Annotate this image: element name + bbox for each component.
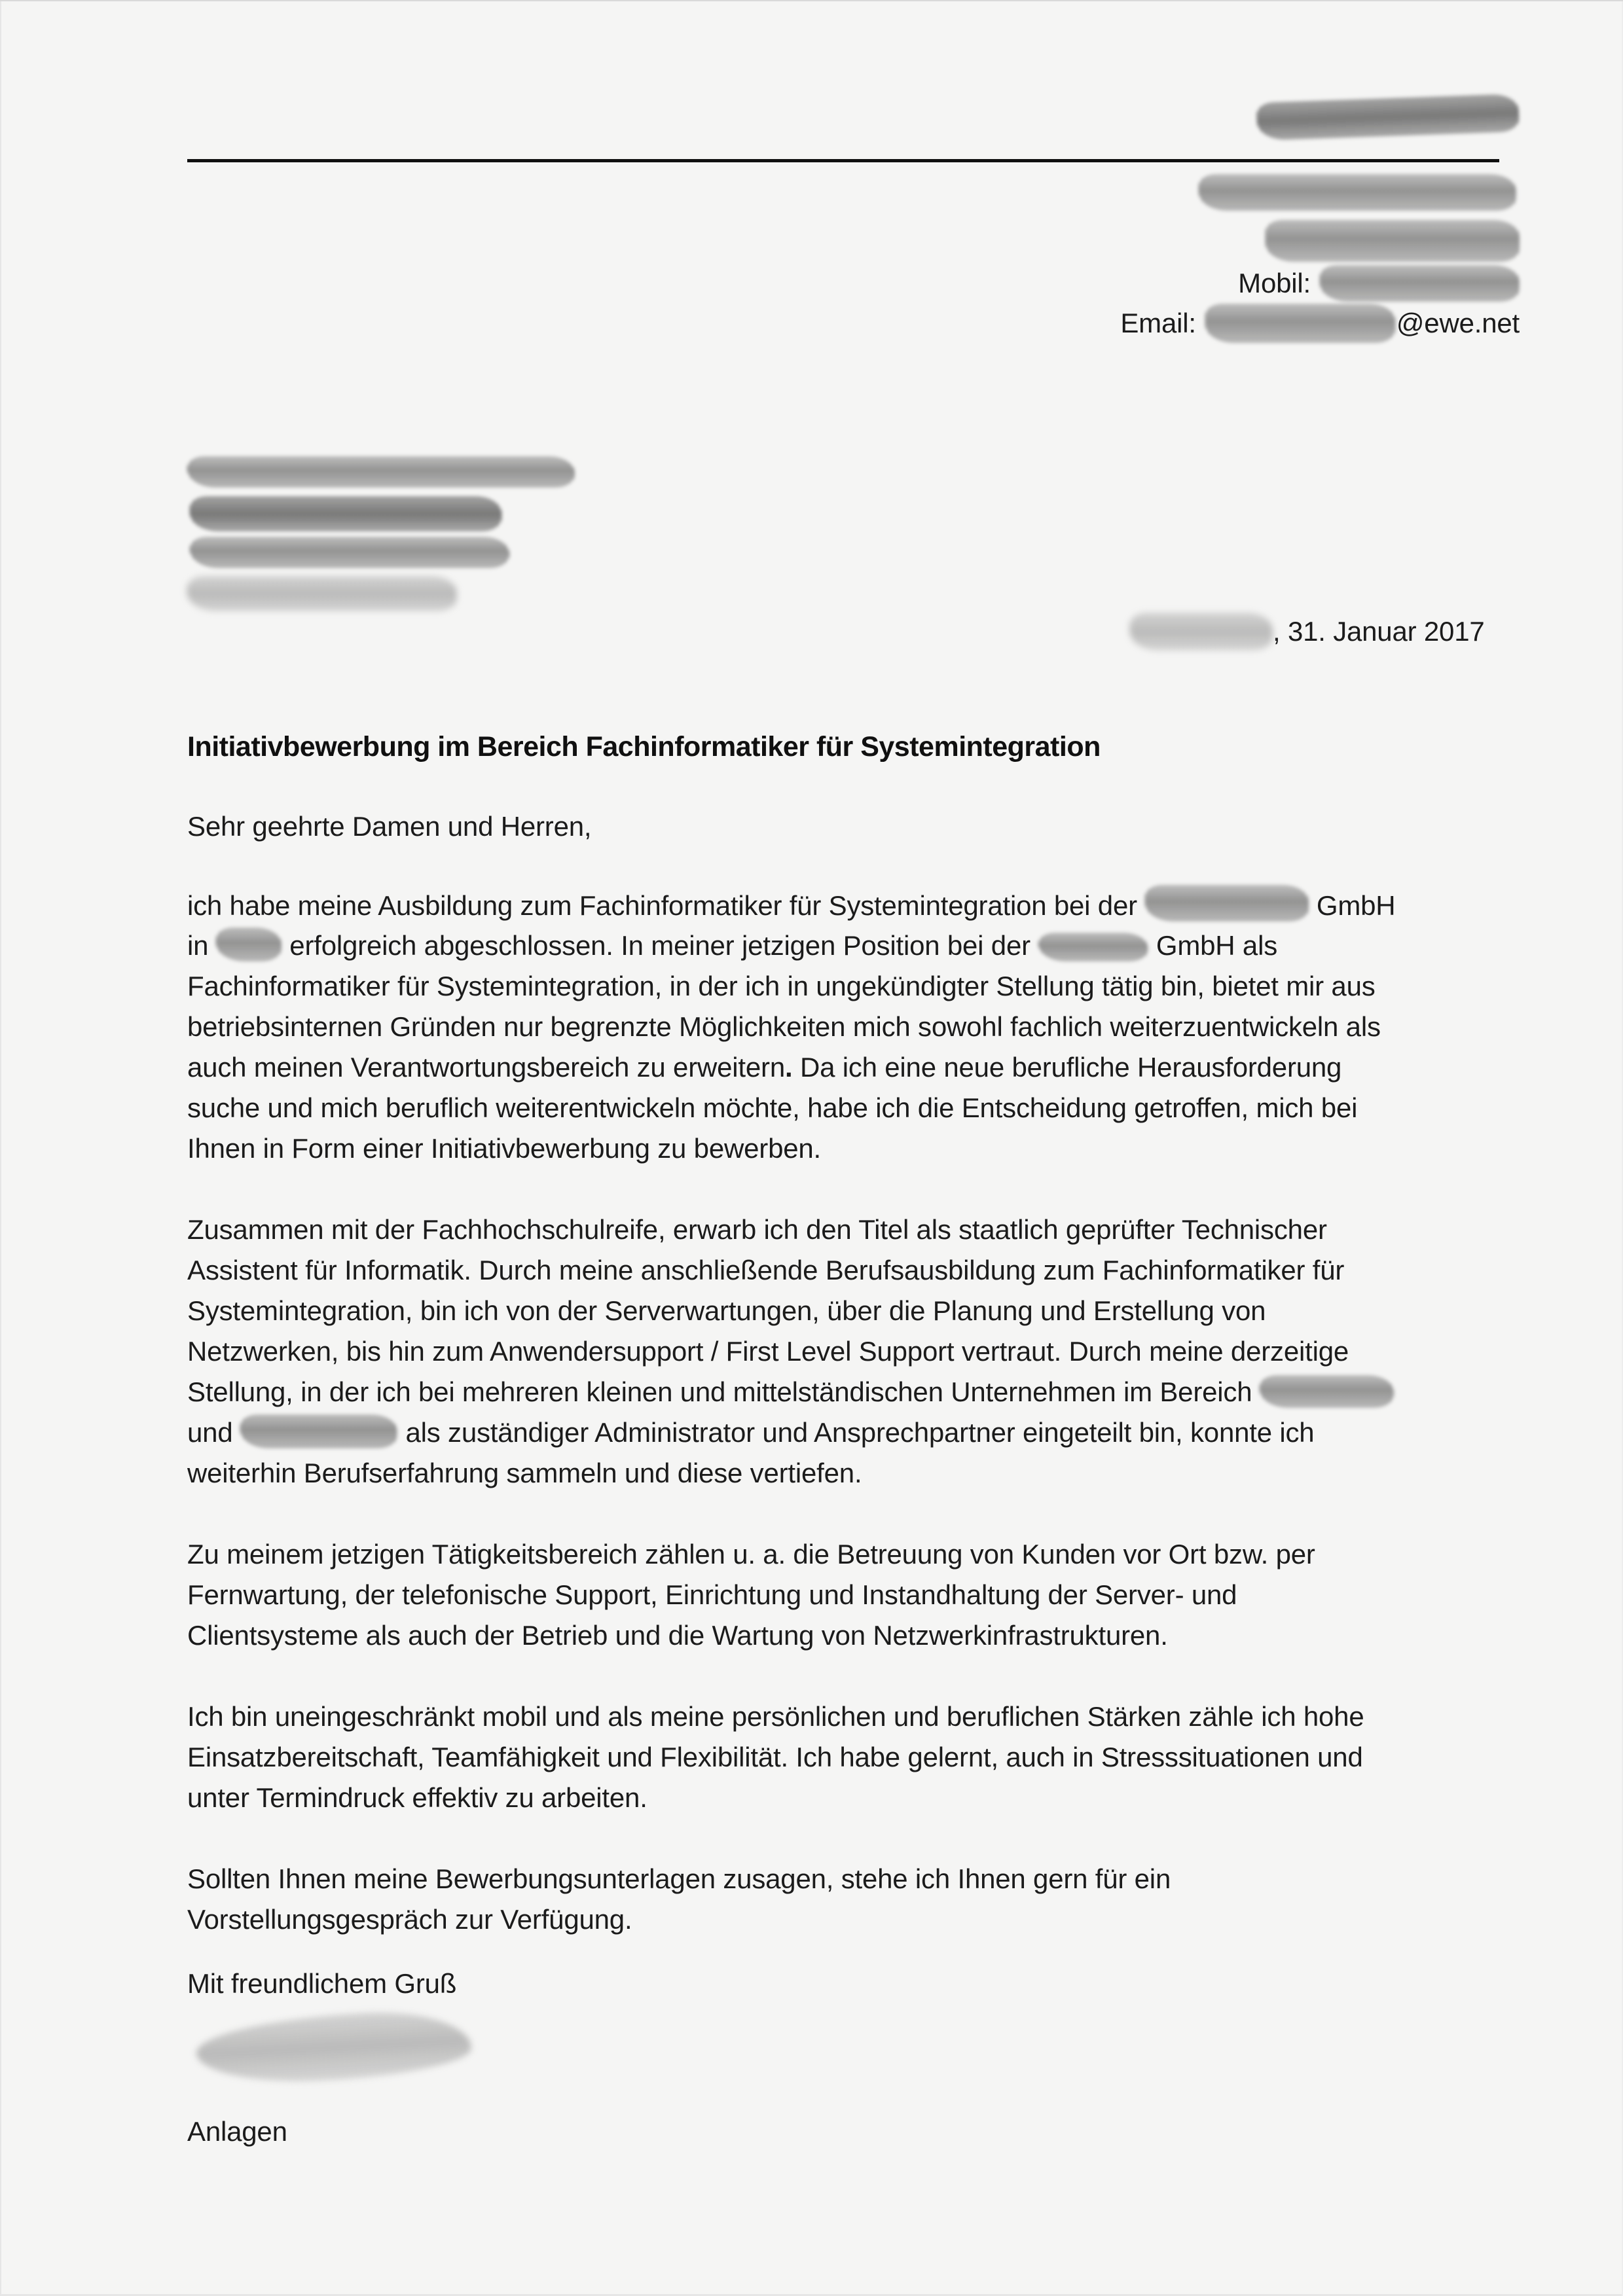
body-line: ich habe meine Ausbildung zum Fachinformatiker für Systemintegration bei der GmbH (187, 885, 1402, 925)
date-line (1130, 611, 1485, 652)
body-line: Netzwerken, bis hin zum Anwendersupport / First Level Support vertraut. Durch meine derzeitige (187, 1336, 1349, 1367)
body-line: Fernwartung, der telefonische Support, Einrichtung und Instandhaltung der Server- und (187, 1579, 1237, 1610)
body-line: suche und mich beruflich weiterentwickeln möchte, habe ich die Entscheidung getroffen, mich bei (187, 1092, 1358, 1123)
body-line: betriebsinternen Gründen nur begrenzte Möglichkeiten mich sowohl fachlich weiterzuentwickeln als (187, 1011, 1381, 1042)
email-domain: @ewe.net (1396, 308, 1520, 338)
header-rule (187, 159, 1499, 162)
body-line: auch meinen Verantwortungsbereich zu erweitern. Da ich eine neue berufliche Herausforderung (187, 1052, 1342, 1083)
paragraph (187, 885, 1402, 1169)
redacted-place (1130, 613, 1273, 651)
body-line: Fachinformatiker für Systemintegration, in der ich in ungekündigter Stellung tätig bin, bietet mir aus (187, 971, 1376, 1001)
paragraph (187, 1210, 1402, 1494)
body-line: Clientsysteme als auch der Betrieb und die Wartung von Netzwerkinfrastrukturen. (187, 1620, 1168, 1651)
redacted-inline-text (1260, 1375, 1394, 1408)
mobile-label: Mobil: (1238, 268, 1311, 298)
body-line: Assistent für Informatik. Durch meine anschließende Berufsausbildung zum Fachinformatiker für (187, 1255, 1345, 1285)
redacted-recipient-line-2 (190, 496, 501, 531)
redacted-recipient-line-3 (190, 537, 509, 568)
redacted-inline-text (1038, 933, 1148, 961)
redacted-inline-text (1145, 885, 1309, 922)
paragraph (187, 1696, 1402, 1818)
body-line: in erfolgreich abgeschlossen. In meiner jetzigen Position bei der GmbH als (187, 925, 1402, 966)
redacted-recipient-line-4 (187, 576, 457, 611)
paragraph (187, 1859, 1402, 1940)
body-line: weiterhin Berufserfahrung sammeln und diese vertiefen. (187, 1458, 862, 1488)
email-label: Email: (1120, 308, 1196, 338)
redacted-sender-city (1266, 220, 1520, 262)
body-line: Ich bin uneingeschränkt mobil und als meine persönlichen und beruflichen Stärken zähle ich hohe (187, 1701, 1364, 1732)
redacted-mobile-number (1320, 265, 1520, 302)
redacted-inline-text (240, 1414, 397, 1448)
body-line: unter Termindruck effektiv zu arbeiten. (187, 1782, 647, 1813)
redacted-sender-street (1199, 174, 1516, 211)
text-run: . (785, 1052, 793, 1083)
redacted-recipient-line-1 (187, 456, 575, 488)
redacted-signature (195, 2007, 473, 2087)
salutation: Sehr geehrte Damen und Herren, (187, 811, 592, 842)
body-line: Einsatzbereitschaft, Teamfähigkeit und Flexibilität. Ich habe gelernt, auch in Stresssituationen und (187, 1742, 1363, 1772)
enclosures-label: Anlagen (187, 2116, 287, 2147)
body-line: und als zuständiger Administrator und Ansprechpartner eingeteilt bin, konnte ich (187, 1412, 1402, 1453)
body-line: Systemintegration, bin ich von der Serverwartungen, über die Planung und Erstellung von (187, 1295, 1266, 1326)
body-line: Stellung, in der ich bei mehreren kleinen und mittelständischen Unternehmen im Bereich (187, 1372, 1402, 1412)
body-line: Ihnen in Form einer Initiativbewerbung zu bewerben. (187, 1133, 822, 1164)
paragraph (187, 1534, 1402, 1656)
redacted-inline-text (216, 927, 282, 961)
redacted-sender-name (1256, 94, 1520, 141)
body-line: Zusammen mit der Fachhochschulreife, erwarb ich den Titel als staatlich geprüfter Technischer (187, 1214, 1327, 1245)
letter-body (187, 885, 1402, 1981)
closing-line: Mit freundlichem Gruß (187, 1968, 457, 1999)
redacted-email-local-part (1205, 304, 1395, 343)
subject-line: Initiativbewerbung im Bereich Fachinformatiker für Systemintegration (187, 731, 1101, 762)
body-line: Vorstellungsgespräch zur Verfügung. (187, 1904, 632, 1935)
email-row (1120, 302, 1520, 344)
body-line: Sollten Ihnen meine Bewerbungsunterlagen zusagen, stehe ich Ihnen gern für ein (187, 1863, 1171, 1894)
date-text: , 31. Januar 2017 (1273, 616, 1485, 647)
mobile-row (1238, 263, 1520, 304)
body-line: Zu meinem jetzigen Tätigkeitsbereich zählen u. a. die Betreuung von Kunden vor Ort bzw. per (187, 1539, 1315, 1570)
